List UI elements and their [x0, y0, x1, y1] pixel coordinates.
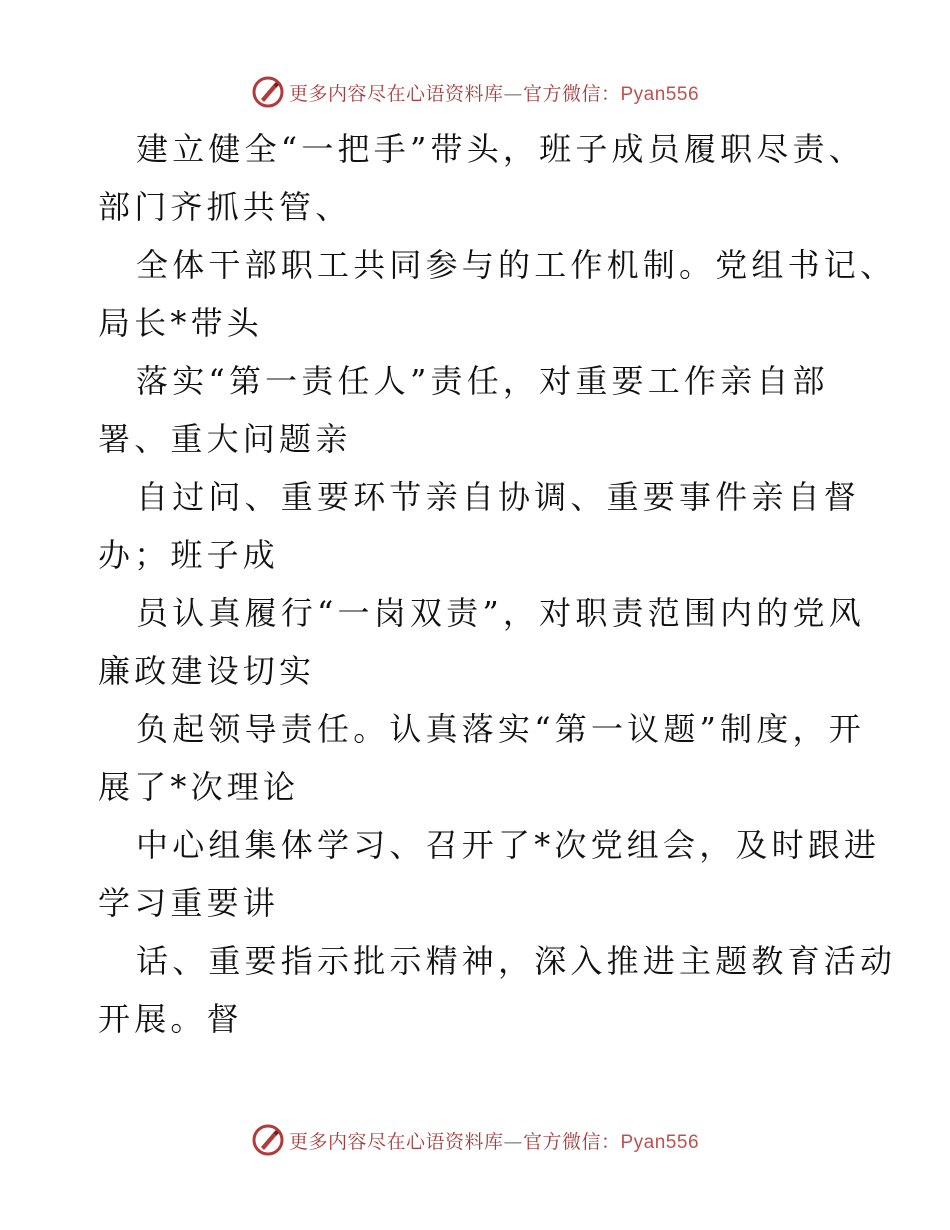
text-line: 话、重要指示批示精神，深入推进主题教育活动	[136, 942, 897, 980]
watermark-id: Pyan556	[620, 83, 700, 105]
pen-logo-icon	[251, 75, 285, 109]
text-line: 负起领导责任。认真落实“第一议题”制度，开	[136, 710, 865, 748]
text-line: 办；班子成	[98, 536, 280, 574]
text-line: 开展。督	[98, 1000, 243, 1038]
text-line: 落实“第一责任人”责任，对重要工作亲自部	[136, 362, 829, 400]
document-body	[98, 120, 897, 1048]
watermark-separator: —	[503, 1130, 523, 1153]
text-line: 建立健全“一把手”带头，班子成员履职尽责、	[136, 130, 865, 168]
text-line: 廉政建设切实	[98, 652, 316, 690]
watermark-text	[289, 1127, 699, 1154]
text-line: 中心组集体学习、召开了*次党组会，及时跟进	[136, 826, 881, 864]
text-line: 全体干部职工共同参与的工作机制。党组书记、	[136, 246, 897, 284]
watermark-main: 更多内容尽在心语资料库	[288, 1130, 504, 1153]
watermark-main: 更多内容尽在心语资料库	[288, 82, 504, 105]
text-line: 展了*次理论	[98, 768, 300, 806]
watermark-group	[251, 1123, 699, 1157]
text-line: 局长*带头	[98, 304, 264, 342]
pen-logo-icon	[251, 1123, 285, 1157]
text-line: 署、重大问题亲	[98, 420, 352, 458]
watermark-label: 官方微信：	[522, 1130, 621, 1153]
watermark-id: Pyan556	[620, 1131, 700, 1153]
watermark-text	[289, 79, 699, 106]
text-line: 自过问、重要环节亲自协调、重要事件亲自督	[136, 478, 861, 516]
header-watermark	[0, 72, 950, 112]
text-line: 学习重要讲	[98, 884, 280, 922]
text-line: 员认真履行“一岗双责”，对职责范围内的党风	[136, 594, 865, 632]
watermark-label: 官方微信：	[522, 82, 621, 105]
footer-watermark	[0, 1120, 950, 1160]
text-line: 部门齐抓共管、	[98, 188, 352, 226]
watermark-separator: —	[503, 82, 523, 105]
watermark-group	[251, 75, 699, 109]
